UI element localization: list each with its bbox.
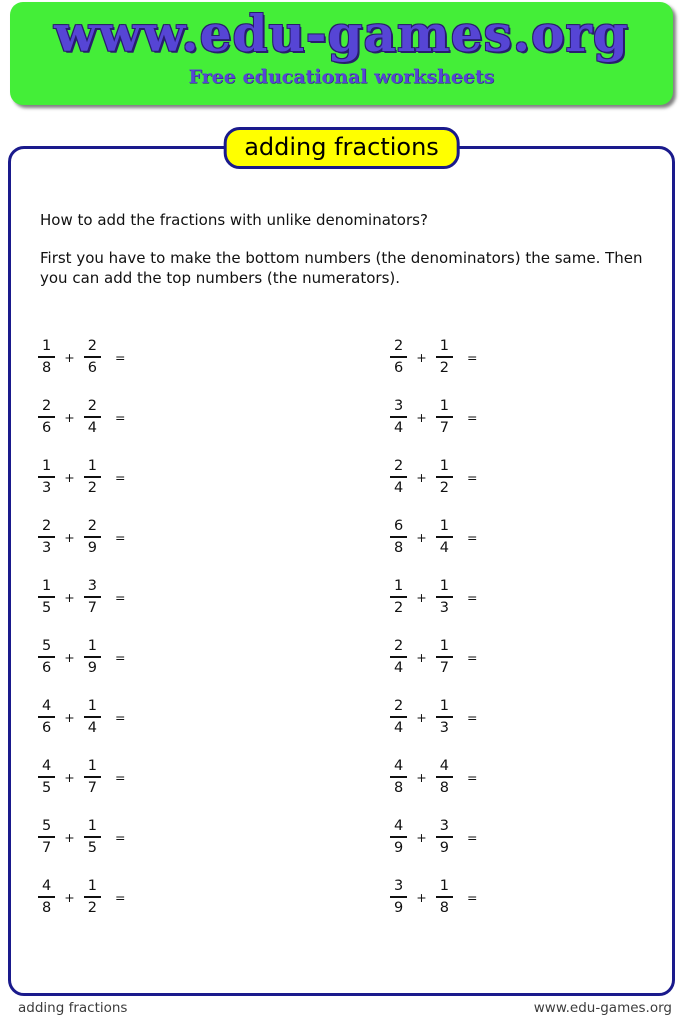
fraction-a bbox=[390, 638, 407, 676]
fraction-b bbox=[84, 398, 101, 436]
fraction-a bbox=[390, 878, 407, 916]
fraction-a-numerator: 4 bbox=[390, 758, 407, 778]
plus-sign: + bbox=[416, 349, 427, 365]
plus-sign: + bbox=[64, 529, 75, 545]
fraction-b-numerator: 1 bbox=[436, 698, 453, 718]
fraction-problem bbox=[38, 867, 125, 927]
fraction-a-numerator: 1 bbox=[390, 578, 407, 598]
fraction-a-denominator: 4 bbox=[394, 660, 404, 676]
fraction-b bbox=[436, 518, 453, 556]
fraction-b-denominator: 8 bbox=[439, 780, 449, 796]
fraction-b-numerator: 3 bbox=[436, 818, 453, 838]
fraction-problem bbox=[390, 387, 477, 447]
plus-sign: + bbox=[64, 769, 75, 785]
fraction-problem bbox=[390, 687, 477, 747]
fraction-a-denominator: 7 bbox=[42, 840, 52, 856]
fraction-a bbox=[38, 518, 55, 556]
equals-sign: = bbox=[114, 769, 126, 785]
plus-sign: + bbox=[64, 469, 75, 485]
fraction-b-denominator: 4 bbox=[87, 420, 97, 436]
equals-sign: = bbox=[114, 409, 126, 425]
fraction-b-numerator: 1 bbox=[84, 758, 101, 778]
fraction-b-denominator: 2 bbox=[439, 360, 449, 376]
fraction-b bbox=[436, 458, 453, 496]
fraction-a-denominator: 4 bbox=[394, 420, 404, 436]
fraction-a-numerator: 1 bbox=[38, 578, 55, 598]
fraction-a-denominator: 2 bbox=[394, 600, 404, 616]
fraction-a-denominator: 6 bbox=[42, 660, 52, 676]
fraction-a-denominator: 6 bbox=[394, 360, 404, 376]
fraction-a bbox=[390, 698, 407, 736]
plus-sign: + bbox=[64, 589, 75, 605]
fraction-b-denominator: 8 bbox=[439, 900, 449, 916]
fraction-problem bbox=[390, 567, 477, 627]
equals-sign: = bbox=[466, 349, 478, 365]
fraction-b-denominator: 4 bbox=[87, 720, 97, 736]
fraction-problem bbox=[390, 747, 477, 807]
fraction-problem bbox=[38, 327, 125, 387]
fraction-a-numerator: 2 bbox=[390, 638, 407, 658]
plus-sign: + bbox=[416, 889, 427, 905]
equals-sign: = bbox=[466, 409, 478, 425]
fraction-a-numerator: 1 bbox=[38, 458, 55, 478]
fraction-a-numerator: 6 bbox=[390, 518, 407, 538]
fraction-a bbox=[38, 758, 55, 796]
plus-sign: + bbox=[64, 709, 75, 725]
fraction-b bbox=[84, 338, 101, 376]
fraction-a bbox=[390, 818, 407, 856]
fraction-b bbox=[84, 698, 101, 736]
equals-sign: = bbox=[466, 769, 478, 785]
fraction-a-denominator: 4 bbox=[394, 480, 404, 496]
fraction-a-numerator: 2 bbox=[38, 398, 55, 418]
fraction-b-denominator: 2 bbox=[87, 900, 97, 916]
fraction-a-numerator: 4 bbox=[390, 818, 407, 838]
equals-sign: = bbox=[114, 829, 126, 845]
fraction-b bbox=[436, 578, 453, 616]
fraction-problem bbox=[38, 627, 125, 687]
fraction-a-denominator: 6 bbox=[42, 720, 52, 736]
fraction-b-numerator: 2 bbox=[84, 398, 101, 418]
fraction-a-numerator: 2 bbox=[390, 458, 407, 478]
fraction-b bbox=[84, 878, 101, 916]
fraction-a bbox=[38, 398, 55, 436]
problems-column-right bbox=[390, 327, 477, 927]
fraction-a-denominator: 9 bbox=[394, 900, 404, 916]
fraction-b bbox=[436, 398, 453, 436]
equals-sign: = bbox=[466, 889, 478, 905]
fraction-a-numerator: 5 bbox=[38, 818, 55, 838]
fraction-problem bbox=[38, 567, 125, 627]
equals-sign: = bbox=[466, 829, 478, 845]
fraction-b bbox=[436, 878, 453, 916]
problems-column-left bbox=[38, 327, 125, 927]
fraction-b-numerator: 1 bbox=[84, 458, 101, 478]
fraction-a-denominator: 8 bbox=[42, 360, 52, 376]
fraction-b bbox=[84, 758, 101, 796]
equals-sign: = bbox=[466, 589, 478, 605]
fraction-b bbox=[84, 518, 101, 556]
fraction-a bbox=[38, 638, 55, 676]
fraction-a-numerator: 3 bbox=[390, 878, 407, 898]
fraction-a bbox=[38, 878, 55, 916]
fraction-b bbox=[436, 758, 453, 796]
plus-sign: + bbox=[416, 589, 427, 605]
plus-sign: + bbox=[416, 769, 427, 785]
fraction-b-numerator: 4 bbox=[436, 758, 453, 778]
fraction-a bbox=[38, 458, 55, 496]
fraction-b-numerator: 1 bbox=[436, 398, 453, 418]
fraction-a bbox=[38, 818, 55, 856]
fraction-a-denominator: 8 bbox=[394, 540, 404, 556]
fraction-problem bbox=[38, 807, 125, 867]
equals-sign: = bbox=[466, 709, 478, 725]
plus-sign: + bbox=[64, 409, 75, 425]
equals-sign: = bbox=[114, 469, 126, 485]
fraction-problem bbox=[38, 447, 125, 507]
equals-sign: = bbox=[466, 529, 478, 545]
site-banner bbox=[10, 2, 673, 105]
fraction-a-denominator: 9 bbox=[394, 840, 404, 856]
fraction-problem bbox=[38, 747, 125, 807]
fraction-a-denominator: 5 bbox=[42, 600, 52, 616]
plus-sign: + bbox=[416, 649, 427, 665]
fraction-a-denominator: 5 bbox=[42, 780, 52, 796]
fraction-b-numerator: 1 bbox=[84, 638, 101, 658]
fraction-a-numerator: 2 bbox=[390, 338, 407, 358]
equals-sign: = bbox=[466, 469, 478, 485]
plus-sign: + bbox=[416, 529, 427, 545]
site-subtitle: Free educational worksheets bbox=[188, 66, 495, 88]
fraction-problem bbox=[390, 867, 477, 927]
fraction-b-denominator: 7 bbox=[87, 600, 97, 616]
fraction-problem bbox=[38, 387, 125, 447]
fraction-a-denominator: 8 bbox=[394, 780, 404, 796]
equals-sign: = bbox=[466, 649, 478, 665]
fraction-b bbox=[436, 818, 453, 856]
fraction-b-numerator: 1 bbox=[436, 458, 453, 478]
fraction-a bbox=[390, 758, 407, 796]
fraction-b bbox=[436, 698, 453, 736]
equals-sign: = bbox=[114, 649, 126, 665]
fraction-problem bbox=[390, 807, 477, 867]
fraction-a-numerator: 1 bbox=[38, 338, 55, 358]
fraction-problem bbox=[38, 687, 125, 747]
fraction-a-numerator: 4 bbox=[38, 698, 55, 718]
fraction-b-numerator: 2 bbox=[84, 338, 101, 358]
footer-site-url: www.edu-games.org bbox=[533, 1000, 672, 1016]
fraction-b-denominator: 9 bbox=[87, 660, 97, 676]
fraction-a-numerator: 5 bbox=[38, 638, 55, 658]
fraction-a-denominator: 8 bbox=[42, 900, 52, 916]
fraction-a-denominator: 3 bbox=[42, 540, 52, 556]
fraction-a-numerator: 2 bbox=[390, 698, 407, 718]
fraction-b-numerator: 3 bbox=[84, 578, 101, 598]
fraction-b-denominator: 9 bbox=[87, 540, 97, 556]
plus-sign: + bbox=[416, 409, 427, 425]
fraction-a bbox=[38, 338, 55, 376]
fraction-b-numerator: 1 bbox=[436, 638, 453, 658]
fraction-b bbox=[84, 458, 101, 496]
fraction-a-denominator: 4 bbox=[394, 720, 404, 736]
fraction-b-denominator: 3 bbox=[439, 600, 449, 616]
fraction-b-denominator: 2 bbox=[439, 480, 449, 496]
fraction-a-numerator: 3 bbox=[390, 398, 407, 418]
fraction-b-denominator: 7 bbox=[87, 780, 97, 796]
equals-sign: = bbox=[114, 589, 126, 605]
fraction-a bbox=[38, 698, 55, 736]
fraction-b-numerator: 1 bbox=[436, 578, 453, 598]
plus-sign: + bbox=[64, 889, 75, 905]
fraction-a-denominator: 3 bbox=[42, 480, 52, 496]
fraction-b bbox=[84, 818, 101, 856]
fraction-b-numerator: 1 bbox=[436, 878, 453, 898]
equals-sign: = bbox=[114, 889, 126, 905]
fraction-b-denominator: 5 bbox=[87, 840, 97, 856]
equals-sign: = bbox=[114, 709, 126, 725]
fraction-b-numerator: 1 bbox=[84, 698, 101, 718]
plus-sign: + bbox=[64, 649, 75, 665]
fraction-a bbox=[390, 518, 407, 556]
fraction-b-denominator: 2 bbox=[87, 480, 97, 496]
fraction-b-denominator: 3 bbox=[439, 720, 449, 736]
fraction-b bbox=[436, 338, 453, 376]
plus-sign: + bbox=[416, 829, 427, 845]
fraction-b bbox=[436, 638, 453, 676]
plus-sign: + bbox=[64, 829, 75, 845]
fraction-b-numerator: 1 bbox=[84, 818, 101, 838]
fraction-b-numerator: 2 bbox=[84, 518, 101, 538]
fraction-b bbox=[84, 638, 101, 676]
fraction-b-numerator: 1 bbox=[436, 518, 453, 538]
fraction-a bbox=[390, 458, 407, 496]
fraction-a-numerator: 2 bbox=[38, 518, 55, 538]
fraction-b-denominator: 6 bbox=[87, 360, 97, 376]
instructions bbox=[40, 210, 652, 288]
fraction-problem bbox=[390, 327, 477, 387]
fraction-a-numerator: 4 bbox=[38, 878, 55, 898]
site-title: www.edu-games.org bbox=[54, 4, 629, 63]
fraction-problem bbox=[390, 447, 477, 507]
fraction-a-numerator: 4 bbox=[38, 758, 55, 778]
instructions-explanation: First you have to make the bottom numbers (the denominators) the same. Then you can add the top numbers (the numerators). bbox=[40, 249, 643, 287]
fraction-a bbox=[390, 338, 407, 376]
plus-sign: + bbox=[64, 349, 75, 365]
equals-sign: = bbox=[114, 529, 126, 545]
fraction-a bbox=[390, 398, 407, 436]
plus-sign: + bbox=[416, 469, 427, 485]
plus-sign: + bbox=[416, 709, 427, 725]
fraction-problem bbox=[390, 507, 477, 567]
fraction-problem bbox=[390, 627, 477, 687]
fraction-b-denominator: 7 bbox=[439, 420, 449, 436]
fraction-b-denominator: 9 bbox=[439, 840, 449, 856]
worksheet-title-badge: adding fractions bbox=[223, 127, 460, 169]
fraction-b-denominator: 7 bbox=[439, 660, 449, 676]
instructions-question: How to add the fractions with unlike denominators? bbox=[40, 211, 428, 229]
equals-sign: = bbox=[114, 349, 126, 365]
fraction-a bbox=[390, 578, 407, 616]
fraction-b bbox=[84, 578, 101, 616]
fraction-b-numerator: 1 bbox=[436, 338, 453, 358]
fraction-problem bbox=[38, 507, 125, 567]
fraction-b-denominator: 4 bbox=[439, 540, 449, 556]
fraction-b-numerator: 1 bbox=[84, 878, 101, 898]
fraction-a bbox=[38, 578, 55, 616]
fraction-a-denominator: 6 bbox=[42, 420, 52, 436]
footer-worksheet-name: adding fractions bbox=[18, 1000, 128, 1016]
